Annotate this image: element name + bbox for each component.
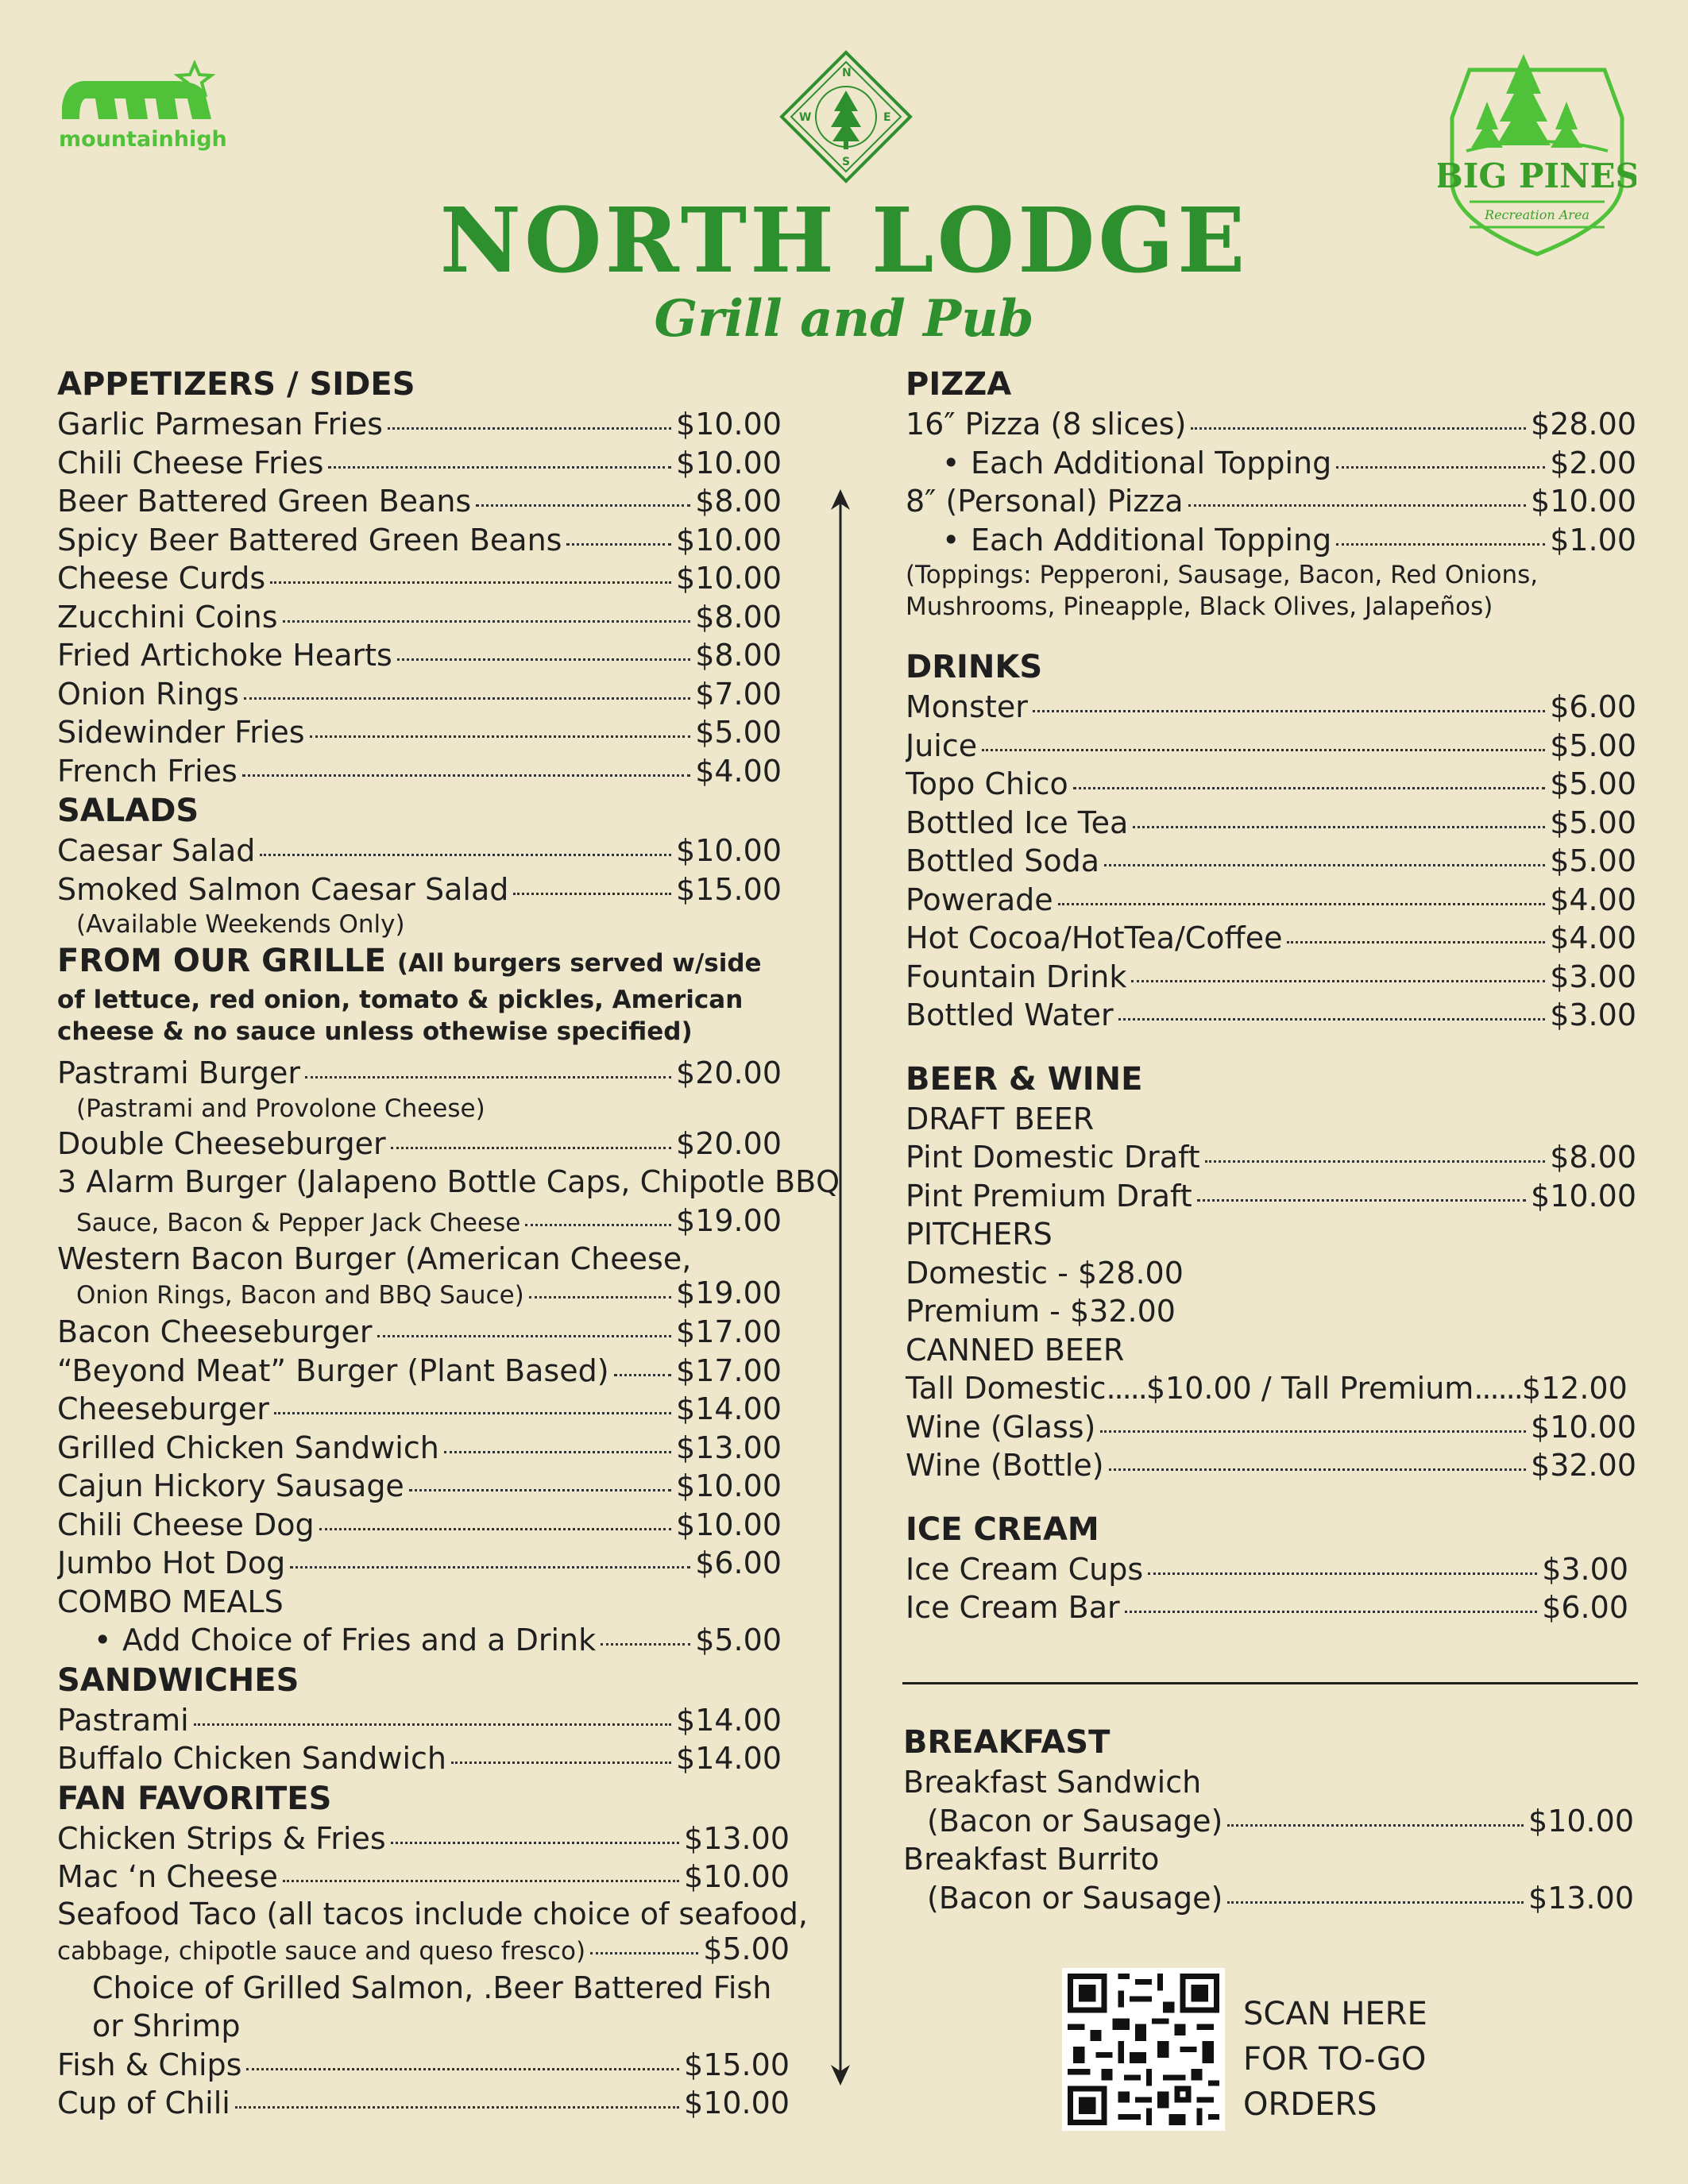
menu-item: Jumbo Hot Dog $6.00 — [57, 1545, 782, 1580]
qr-instructions: SCAN HERE FOR TO-GO ORDERS — [1243, 1996, 1427, 2123]
section-title-appetizers: APPETIZERS / SIDES — [57, 366, 415, 403]
grille-note-line2: of lettuce, red onion, tomato & pickles, American — [57, 986, 744, 1014]
section-title-breakfast: BREAKFAST — [903, 1724, 1111, 1761]
section-divider — [902, 1682, 1638, 1684]
menu-item: Onion Rings $7.00 — [57, 676, 782, 712]
menu-item: (Bacon or Sausage) $10.00 — [927, 1803, 1634, 1839]
menu-item-name: Western Bacon Burger (American Cheese, — [57, 1241, 692, 1276]
menu-item: 8″ (Personal) Pizza $10.00 — [906, 484, 1636, 519]
combo-meals-title: COMBO MEALS — [57, 1584, 284, 1619]
menu-item: Chicken Strips & Fries $13.00 — [57, 1820, 790, 1856]
left-column — [57, 364, 840, 2123]
menu-item: Fountain Drink $3.00 — [906, 959, 1636, 994]
compass-n: N — [842, 67, 852, 79]
menu-item: Chili Cheese Dog $10.00 — [57, 1507, 782, 1542]
menu-item: Beer Battered Green Beans $8.00 — [57, 484, 782, 519]
section-title-fan-favorites: FAN FAVORITES — [57, 1780, 332, 1817]
menu-item: Double Cheeseburger $20.00 — [57, 1125, 782, 1161]
menu-item: Pastrami Burger $20.00 — [57, 1055, 782, 1090]
menu-item: Chili Cheese Fries $10.00 — [57, 445, 782, 480]
menu-item: (Bacon or Sausage) $13.00 — [927, 1880, 1634, 1916]
menu-item: Sauce, Bacon & Pepper Jack Cheese $19.00 — [76, 1202, 782, 1238]
taco-choice-line2: or Shrimp — [92, 2008, 241, 2043]
draft-beer-title: DRAFT BEER — [906, 1101, 1095, 1136]
menu-item: Smoked Salmon Caesar Salad $15.00 — [57, 871, 782, 907]
menu-item: Zucchini Coins $8.00 — [57, 599, 782, 635]
double-arrow-icon — [831, 489, 850, 2086]
menu-item: Garlic Parmesan Fries $10.00 — [57, 407, 782, 442]
item-note: (Pastrami and Provolone Cheese) — [76, 1094, 485, 1123]
menu-item: Onion Rings, Bacon and BBQ Sauce) $19.00 — [76, 1275, 782, 1310]
menu-item: Bottled Soda $5.00 — [906, 843, 1636, 878]
salads-note: (Available Weekends Only) — [76, 910, 405, 939]
menu-item: • Each Additional Topping $2.00 — [906, 444, 1636, 483]
pizza-toppings-line2: Mushrooms, Pineapple, Black Olives, Jalapeños) — [906, 592, 1493, 621]
menu-item: Sidewinder Fries $5.00 — [57, 715, 782, 750]
pitchers-title: PITCHERS — [906, 1217, 1053, 1252]
breakfast-burrito-name: Breakfast Burrito — [903, 1842, 1160, 1877]
menu-item: Buffalo Chicken Sandwich $14.00 — [57, 1741, 782, 1776]
menu-item: Topo Chico $5.00 — [906, 766, 1636, 801]
qr-code-icon[interactable] — [1062, 1968, 1225, 2131]
compass-tree-emblem-icon — [778, 49, 914, 184]
menu-item: Ice Cream Bar $6.00 — [906, 1590, 1628, 1625]
grille-note-line3: cheese & no sauce unless othewise specified) — [57, 1017, 693, 1046]
menu-item: Fried Artichoke Hearts $8.00 — [57, 638, 782, 673]
compass-w: W — [799, 111, 812, 124]
menu-item: Ice Cream Cups $3.00 — [906, 1551, 1628, 1587]
menu-item: French Fries $4.00 — [57, 753, 782, 789]
menu-item: Monster $6.00 — [906, 689, 1636, 724]
menu-item: “Beyond Meat” Burger (Plant Based) $17.00 — [57, 1352, 782, 1388]
menu-item: Fish & Chips $15.00 — [57, 2047, 790, 2082]
pitcher-domestic: Domestic - $28.00 — [906, 1255, 1184, 1291]
menu-item-name: 3 Alarm Burger (Jalapeno Bottle Caps, Chipotle BBQ — [57, 1164, 840, 1199]
menu-item: Mac ‘n Cheese $10.00 — [57, 1859, 790, 1894]
menu-item: • Each Additional Topping $1.00 — [906, 521, 1636, 560]
menu-item: Cup of Chili $10.00 — [57, 2086, 790, 2120]
menu-item: Pastrami $14.00 — [57, 1702, 782, 1738]
canned-beer-prices: Tall Domestic.....$10.00 / Tall Premium......$12.00 — [906, 1371, 1628, 1406]
menu-item: Bottled Ice Tea $5.00 — [906, 805, 1636, 840]
menu-item: Wine (Glass) $10.00 — [906, 1409, 1636, 1445]
compass-s: S — [842, 156, 851, 168]
section-title-pizza: PIZZA — [906, 366, 1012, 403]
compass-e: E — [883, 111, 891, 124]
menu-item: Pint Premium Draft $10.00 — [906, 1178, 1636, 1214]
menu-item: Bacon Cheeseburger $17.00 — [57, 1314, 782, 1349]
pitcher-premium: Premium - $32.00 — [906, 1294, 1176, 1329]
taco-choice-line1: Choice of Grilled Salmon, .Beer Battered Fish — [92, 1970, 772, 2005]
menu-item-name: Seafood Taco (all tacos include choice of seafood, — [57, 1896, 808, 1931]
breakfast-block — [903, 1722, 1634, 1917]
section-title-beer-wine: BEER & WINE — [906, 1060, 1143, 1098]
big-pines-sub: Recreation Area — [1485, 207, 1590, 222]
menu-item: cabbage, chipotle sauce and queso fresco) $5.00 — [57, 1931, 790, 1966]
section-title-drinks: DRINKS — [906, 649, 1043, 685]
menu-item: Cheese Curds $10.00 — [57, 561, 782, 596]
section-title-ice-cream: ICE CREAM — [906, 1511, 1099, 1548]
menu-item: • Add Choice of Fries and a Drink $5.00 — [57, 1621, 782, 1660]
menu-item: Hot Cocoa/HotTea/Coffee $4.00 — [906, 920, 1636, 955]
pizza-toppings-line1: (Toppings: Pepperoni, Sausage, Bacon, Red Onions, — [906, 561, 1539, 589]
menu-item: Wine (Bottle) $32.00 — [906, 1448, 1636, 1483]
menu-item: Powerade $4.00 — [906, 882, 1636, 917]
mountain-high-logo — [56, 49, 230, 152]
menu-item: Cheeseburger $14.00 — [57, 1391, 782, 1426]
menu-item: Spicy Beer Battered Green Beans $10.00 — [57, 522, 782, 558]
page-title: NORTH LODGE — [439, 189, 1249, 293]
page-subtitle: Grill and Pub — [654, 289, 1034, 349]
menu-item: Caesar Salad $10.00 — [57, 833, 782, 868]
menu-item: Juice $5.00 — [906, 727, 1636, 763]
section-title-sandwiches: SANDWICHES — [57, 1661, 299, 1699]
menu-item: Bottled Water $3.00 — [906, 997, 1636, 1032]
mountain-high-text: mountainhigh — [59, 127, 227, 152]
section-title-salads: SALADS — [57, 793, 199, 829]
section-title-grille: FROM OUR GRILLE (All burgers served w/side — [57, 943, 762, 979]
breakfast-sandwich-name: Breakfast Sandwich — [903, 1765, 1202, 1800]
menu-item: Pint Domestic Draft $8.00 — [906, 1140, 1636, 1175]
menu-item: 16″ Pizza (8 slices) $28.00 — [906, 407, 1636, 442]
menu-item: Cajun Hickory Sausage $10.00 — [57, 1468, 782, 1503]
menu-item: Grilled Chicken Sandwich $13.00 — [57, 1430, 782, 1465]
right-column — [906, 364, 1636, 1627]
canned-beer-title: CANNED BEER — [906, 1332, 1125, 1368]
big-pines-title: BIG PINES — [1438, 156, 1636, 195]
